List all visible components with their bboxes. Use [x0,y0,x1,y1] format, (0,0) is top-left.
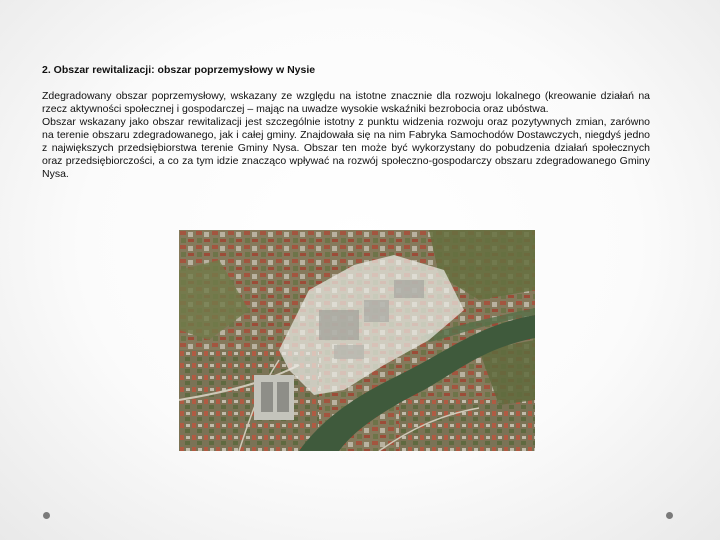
aerial-photo [179,230,535,451]
decorative-dot-left [43,512,50,519]
paragraph-2: Obszar wskazany jako obszar rewitalizacji jest szczególnie istotny z punktu widzenia rozwoju oraz pozytywnych zmian, zarówno na terenie obszaru zdegradowanego, jak i całej gminy. Znajdowała się na nim Fabryka Samochodów Dostawczych, niegdyś jedno z największych przedsiębiorstwa terenie Gminy Nysa. Obszar ten może być wykorzystany do pobudzenia działań społecznych oraz przedsiębiorczości, a co za tym idzie znacząco wpływać na rozwój społeczno-gospodarczy obszaru zdegradowanego Gminy Nysa. [42,116,650,180]
paragraph-1: Zdegradowany obszar poprzemysłowy, wskazany ze względu na istotne znacznie dla rozwoju lokalnego (kreowanie działań na rzecz aktywności społecznej i gospodarczej – mając na uwadze wysokie wskaźniki bezrobocia oraz ubóstwa. [42,90,650,115]
decorative-dot-right [666,512,673,519]
slide-heading: 2. Obszar rewitalizacji: obszar poprzemysłowy w Nysie [42,64,316,76]
text-block [42,64,650,181]
